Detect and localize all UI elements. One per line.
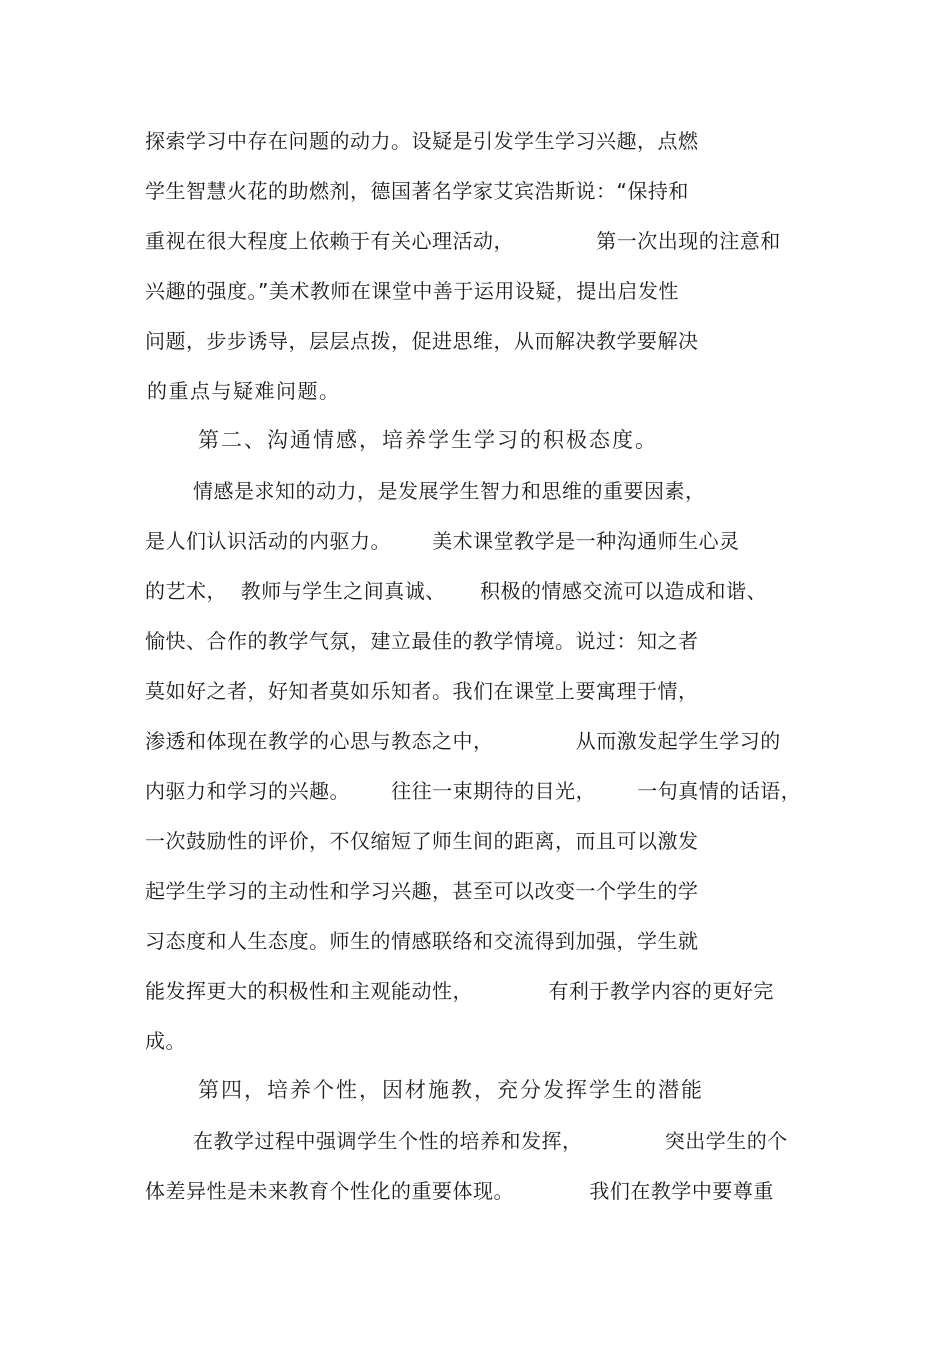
body-line: 重视在很大程度上依赖于有关心理活动， 第一次出现的注意和 xyxy=(145,229,781,253)
body-line: 愉快、合作的教学气氛，建立最佳的教学情境。说过：知之者 xyxy=(145,629,699,653)
body-line: 探索学习中存在问题的动力。设疑是引发学生学习兴趣，点燃 xyxy=(145,129,699,153)
body-line: 起学生学习的主动性和学习兴趣，甚至可以改变一个学生的学 xyxy=(145,879,699,903)
body-line: 问题，步步诱导，层层点拨，促进思维，从而解决教学要解决 xyxy=(145,329,699,353)
body-line: 能发挥更大的积极性和主观能动性， 有利于教学内容的更好完 xyxy=(145,979,774,1003)
body-line: 在教学过程中强调学生个性的培养和发挥， 突出学生的个 xyxy=(193,1129,788,1153)
body-line: 是人们认识活动的内驱力。 美术课堂教学是一种沟通师生心灵 xyxy=(145,529,740,553)
body-line: 学生智慧火花的助燃剂，德国著名学家艾宾浩斯说：“保持和 xyxy=(145,179,689,203)
body-line: 成。 xyxy=(145,1029,186,1053)
body-line: 兴趣的强度。”美术教师在课堂中善于运用设疑，提出启发性 xyxy=(145,279,679,303)
body-line: 情感是求知的动力，是发展学生智力和思维的重要因素， xyxy=(193,479,706,503)
section-heading: 第二、沟通情感，培养学生学习的积极态度。 xyxy=(198,428,658,452)
body-line: 一次鼓励性的评价，不仅缩短了师生间的距离，而且可以激发 xyxy=(145,829,699,853)
body-line: 的重点与疑难问题。 xyxy=(147,379,341,403)
body-line: 体差异性是未来教育个性化的重要体现。 我们在教学中要尊重 xyxy=(145,1179,774,1203)
body-line: 内驱力和学习的兴趣。 往往一束期待的目光， 一句真情的话语， xyxy=(145,779,802,803)
body-line: 渗透和体现在教学的心思与教态之中， 从而激发起学生学习的 xyxy=(145,729,781,753)
section-heading: 第四，培养个性，因材施教，充分发挥学生的潜能 xyxy=(198,1078,704,1102)
body-line: 习态度和人生态度。师生的情感联络和交流得到加强，学生就 xyxy=(145,929,699,953)
body-line: 的艺术， 教师与学生之间真诚、 积极的情感交流可以造成和谐、 xyxy=(145,579,768,603)
body-line: 莫如好之者，好知者莫如乐知者。我们在课堂上要寓理于情， xyxy=(145,679,699,703)
